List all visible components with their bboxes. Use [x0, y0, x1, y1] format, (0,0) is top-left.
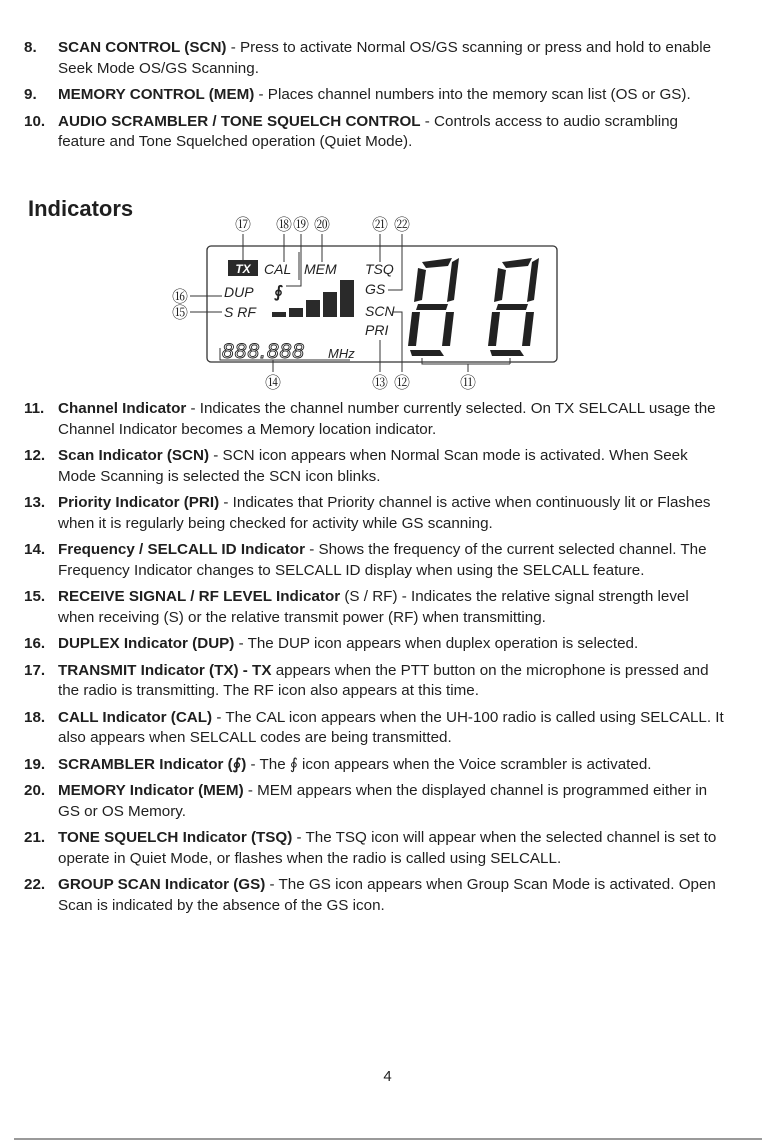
list-item — [24, 540, 724, 581]
mem-indicator: MEM — [304, 261, 337, 277]
list-item — [24, 38, 724, 79]
channel-indicator — [408, 258, 539, 356]
callout-17: ⑰ — [234, 217, 252, 234]
signal-bar — [272, 312, 286, 317]
item-number: 20. — [24, 782, 46, 799]
page-number: 4 — [383, 1068, 392, 1085]
item-description: - The ∮ icon appears when the Voice scrambler is activated. — [246, 755, 652, 773]
frequency-indicator: 888.888 — [222, 340, 305, 363]
list-item — [24, 708, 724, 749]
item-title: CALL Indicator (CAL) — [58, 708, 213, 726]
item-number: 9. — [24, 86, 37, 103]
callout-15: ⑮ — [171, 305, 189, 322]
item-description: - The CAL icon appears when the UH-100 radio is called using SELCALL. It also appears when SELCALL codes are being transmitted. — [58, 708, 724, 746]
item-number: 11. — [24, 400, 45, 417]
item-title: GROUP SCAN Indicator (GS) — [58, 876, 266, 893]
item-title: AUDIO SCRAMBLER / TONE SQUELCH CONTROL — [58, 112, 421, 130]
mhz-label: MHz — [328, 346, 355, 361]
section-title: Indicators — [28, 196, 134, 221]
list-item — [24, 85, 724, 106]
signal-bar — [340, 280, 354, 317]
list-item — [24, 446, 724, 487]
item-number: 17. — [24, 661, 46, 679]
item-title: SCAN CONTROL (SCN) — [58, 39, 227, 56]
item-number: 16. — [24, 635, 46, 652]
item-title: Frequency / SELCALL ID Indicator — [58, 541, 305, 558]
callout-20: ⑳ — [313, 217, 331, 234]
callout-18: ⑱ — [275, 217, 293, 234]
scrambler-indicator: ∮ — [274, 284, 283, 301]
list-item — [24, 634, 724, 655]
list-item — [24, 112, 724, 153]
signal-bar — [306, 300, 320, 317]
item-title: DUPLEX Indicator (DUP) — [58, 635, 235, 652]
item-number: 15. — [24, 588, 46, 605]
item-number: 13. — [24, 494, 46, 511]
item-description: - Controls access to audio scrambling feature and Tone Squelched operation (Quiet Mode). — [58, 112, 679, 150]
item-number: 22. — [24, 876, 46, 893]
item-number: 14. — [24, 541, 46, 558]
lcd-diagram-svg — [150, 208, 570, 396]
scn-indicator: SCN — [365, 303, 395, 319]
callout-21: ㉑ — [371, 217, 389, 234]
item-title: TRANSMIT Indicator (TX) - TX — [58, 661, 272, 679]
item-description: - The GS icon appears when Group Scan Mode is activated. Open Scan is indicated by the absence of the GS icon. — [58, 876, 716, 914]
signal-level-bars — [272, 280, 354, 317]
item-description: - Press to activate Normal OS/GS scanning or press and hold to enable Seek Mode OS/GS Scanning. — [58, 39, 712, 77]
item-number: 19. — [24, 755, 46, 773]
item-title: Priority Indicator (PRI) — [58, 494, 220, 511]
callout-16: ⑯ — [171, 289, 189, 306]
footer-rule — [14, 1138, 762, 1140]
item-title: MEMORY CONTROL (MEM) — [58, 86, 255, 103]
item-title: SCRAMBLER Indicator (∮) — [58, 755, 247, 773]
tx-indicator: TX — [235, 262, 251, 276]
item-description: - The TSQ icon will appear when the selected channel is set to operate in Quiet Mode, or flashes when the radio is called using SELCALL. — [58, 829, 717, 867]
controls-list — [24, 38, 724, 159]
item-number: 8. — [24, 39, 37, 56]
item-description: - Places channel numbers into the memory scan list (OS or GS). — [254, 86, 691, 103]
item-title: Channel Indicator — [58, 400, 187, 417]
item-title: RECEIVE SIGNAL / RF LEVEL Indicator — [58, 588, 341, 605]
list-item — [24, 661, 724, 702]
callout-19: ⑲ — [292, 217, 310, 234]
item-number: 21. — [24, 829, 46, 846]
callout-13: ⑬ — [371, 375, 389, 392]
signal-bar — [289, 308, 303, 317]
item-description: - Indicates the channel number currently selected. On TX SELCALL usage the Channel Indicator becomes a Memory location indicator. — [58, 400, 716, 438]
item-title: MEMORY Indicator (MEM) — [58, 782, 244, 799]
item-description: (S / RF) - Indicates the relative signal strength level when receiving (S) or the relative transmit power (RF) when transmitting. — [58, 588, 689, 626]
indicators-list — [24, 399, 724, 922]
lcd-indicator-diagram — [150, 208, 570, 396]
tsq-indicator: TSQ — [365, 261, 394, 277]
item-description: - Shows the frequency of the current selected channel. The Frequency Indicator changes to SELCALL ID display when using the SELCALL feature. — [58, 541, 707, 579]
list-item — [24, 781, 724, 822]
item-description: appears when the PTT button on the microphone is pressed and the radio is transmitting. The RF icon also appears at this time. — [58, 661, 709, 699]
item-title: Scan Indicator (SCN) — [58, 447, 210, 464]
item-title: TONE SQUELCH Indicator (TSQ) — [58, 829, 293, 846]
list-item — [24, 755, 724, 776]
item-number: 18. — [24, 708, 46, 726]
list-item — [24, 875, 724, 916]
item-number: 12. — [24, 447, 46, 464]
list-item — [24, 828, 724, 869]
callout-12: ⑫ — [393, 375, 411, 392]
item-number: 10. — [24, 112, 46, 130]
item-description: - SCN icon appears when Normal Scan mode is activated. When Seek Mode Scanning is selected the SCN icon blinks. — [58, 447, 688, 485]
list-item — [24, 587, 724, 628]
item-description: - The DUP icon appears when duplex operation is selected. — [234, 635, 639, 652]
cal-indicator: CAL — [264, 261, 292, 277]
signal-bar — [323, 292, 337, 317]
s-rf-indicator: S RF — [224, 304, 256, 320]
list-item — [24, 399, 724, 440]
list-item — [24, 493, 724, 534]
dup-indicator: DUP — [224, 284, 254, 300]
gs-indicator: GS — [365, 281, 386, 297]
item-description: - Indicates that Priority channel is active when continuously lit or Flashes when it is regularly being checked for activity while GS scanning. — [58, 494, 711, 532]
callout-11: ⑪ — [459, 375, 477, 392]
callout-14: ⑭ — [264, 375, 282, 392]
pri-indicator: PRI — [365, 322, 389, 338]
item-description: - MEM appears when the displayed channel is programmed either in GS or OS Memory. — [58, 782, 708, 820]
callout-22: ㉒ — [393, 217, 411, 234]
